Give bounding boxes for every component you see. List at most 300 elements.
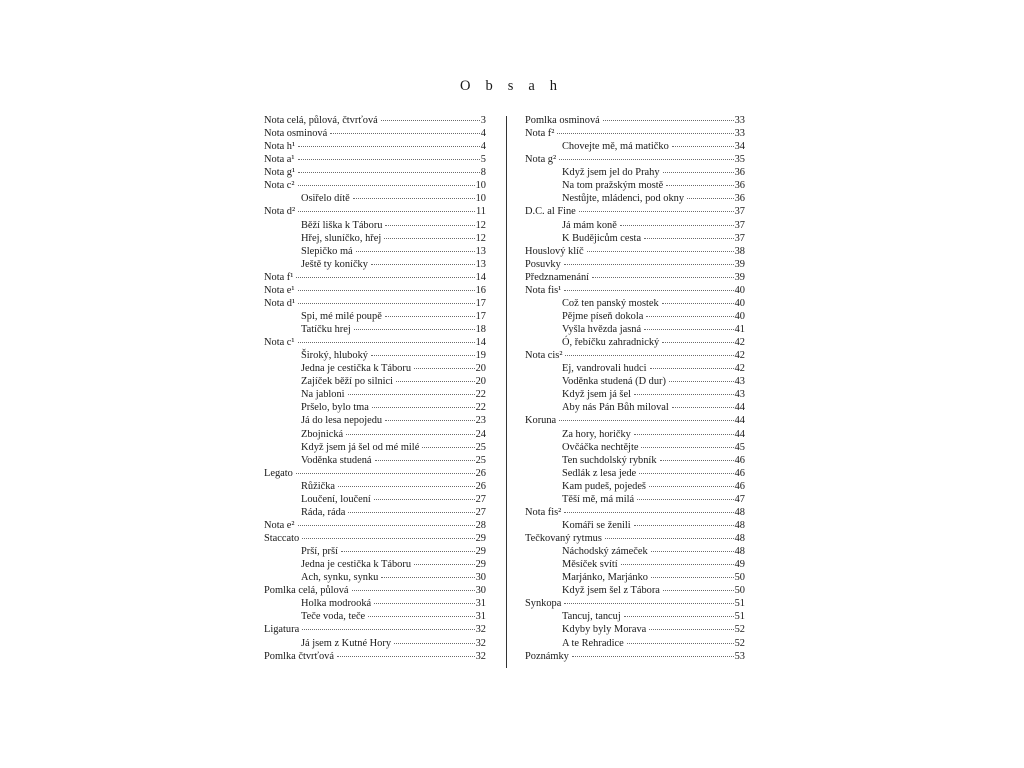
toc-entry xyxy=(525,532,745,545)
dot-leader xyxy=(356,251,475,252)
toc-page-number: 19 xyxy=(475,350,486,362)
toc-entry xyxy=(264,297,486,310)
dot-leader xyxy=(649,486,734,487)
toc-page-number: 44 xyxy=(734,415,745,427)
toc-entry xyxy=(264,114,486,127)
dot-leader xyxy=(669,381,734,382)
toc-subentry xyxy=(525,297,745,310)
dot-leader xyxy=(348,394,475,395)
dot-leader xyxy=(298,290,475,291)
dot-leader xyxy=(587,251,734,252)
dot-leader xyxy=(337,656,475,657)
toc-page-number: 4 xyxy=(480,141,486,153)
page-title: Obsah xyxy=(459,78,573,94)
toc-entry-label: Posuvky xyxy=(525,258,561,270)
toc-page-number: 13 xyxy=(475,258,486,270)
dot-leader xyxy=(646,316,733,317)
toc-entry xyxy=(264,140,486,153)
toc-page-number: 27 xyxy=(475,493,486,505)
toc-page-number: 10 xyxy=(475,193,486,205)
dot-leader xyxy=(592,277,734,278)
toc-entry-label: Nota osminová xyxy=(264,128,328,140)
toc-subentry xyxy=(525,362,745,375)
toc-page-number: 34 xyxy=(734,141,745,153)
toc-entry-label: Holka modrooká xyxy=(301,598,372,610)
toc-page-number: 30 xyxy=(475,585,486,597)
toc-page-number: 37 xyxy=(734,232,745,244)
toc-page-number: 52 xyxy=(734,637,745,649)
toc-subentry xyxy=(264,610,486,623)
toc-entry-label: Nota cis² xyxy=(525,350,563,362)
toc-entry xyxy=(525,506,745,519)
toc-entry-label: Zbojnická xyxy=(301,428,344,440)
toc-page-number: 33 xyxy=(734,115,745,126)
toc-page-number: 30 xyxy=(475,572,486,584)
toc-page-number: 20 xyxy=(475,376,486,388)
dot-leader xyxy=(672,407,734,408)
dot-leader xyxy=(414,368,475,369)
dot-leader xyxy=(414,564,475,565)
toc-page-number: 48 xyxy=(734,519,745,531)
toc-page-number: 36 xyxy=(734,180,745,192)
toc-page-number: 8 xyxy=(480,167,486,179)
dot-leader xyxy=(353,198,475,199)
dot-leader xyxy=(627,643,734,644)
dot-leader xyxy=(381,577,474,578)
toc-page-number: 36 xyxy=(734,193,745,205)
dot-leader xyxy=(579,211,734,212)
toc-subentry xyxy=(264,245,486,258)
toc-entry xyxy=(525,258,745,271)
dot-leader xyxy=(296,473,475,474)
toc-subentry xyxy=(264,323,486,336)
toc-subentry xyxy=(525,480,745,493)
dot-leader xyxy=(298,159,480,160)
toc-page-number: 48 xyxy=(734,506,745,518)
toc-subentry xyxy=(525,493,745,506)
toc-page-number: 45 xyxy=(734,441,745,453)
dot-leader xyxy=(372,407,475,408)
toc-entry-label: Náchodský zámeček xyxy=(562,546,648,558)
toc-entry-label: Voděnka studená (D dur) xyxy=(562,376,666,388)
toc-subentry xyxy=(525,192,745,205)
toc-entry xyxy=(525,271,745,284)
toc-entry-label: Nota c² xyxy=(264,180,295,192)
toc-page-number: 50 xyxy=(734,572,745,584)
dot-leader xyxy=(565,355,733,356)
toc-entry-label: Ten suchdolský rybník xyxy=(562,454,657,466)
toc-entry-label: Sedlák z lesa jede xyxy=(562,467,637,479)
toc-entry-label: Ligatura xyxy=(264,624,300,636)
toc-page-number: 42 xyxy=(734,350,745,362)
toc-entry-label: Tečkovaný rytmus xyxy=(525,533,602,544)
toc-page-number: 31 xyxy=(475,598,486,610)
toc-subentry xyxy=(525,219,745,232)
toc-subentry xyxy=(264,506,486,519)
toc-entry-label: Ještě ty koníčky xyxy=(301,258,368,270)
dot-leader xyxy=(422,447,474,448)
toc-entry-label: Houslový klíč xyxy=(525,245,584,257)
toc-subentry xyxy=(264,597,486,610)
dot-leader xyxy=(650,368,734,369)
dot-leader xyxy=(298,525,475,526)
toc-entry-label: Já jsem z Kutné Hory xyxy=(301,637,392,649)
toc-entry xyxy=(264,205,486,218)
toc-page-number: 50 xyxy=(734,585,745,597)
toc-subentry xyxy=(525,584,745,597)
toc-page-number: 35 xyxy=(734,154,745,166)
toc-page-number: 11 xyxy=(475,206,486,218)
toc-entry-label: Komáři se ženili xyxy=(562,519,631,531)
dot-leader xyxy=(651,551,734,552)
toc-entry-label: Tancuj, tancuj xyxy=(562,611,621,623)
toc-page-number: 23 xyxy=(475,415,486,427)
toc-page-number: 40 xyxy=(734,284,745,296)
toc-subentry xyxy=(264,637,486,650)
toc-subentry xyxy=(264,388,486,401)
toc-entry-label: Marjánko, Marjánko xyxy=(562,572,648,584)
dot-leader xyxy=(348,512,474,513)
toc-entry-label: Loučení, loučení xyxy=(301,493,371,505)
dot-leader xyxy=(384,238,474,239)
toc-entry xyxy=(264,284,486,297)
toc-entry-label: Ráda, ráda xyxy=(301,506,346,518)
dot-leader xyxy=(338,486,475,487)
toc-entry-label: Hřej, sluníčko, hřej xyxy=(301,232,382,244)
toc-subentry xyxy=(525,388,745,401)
toc-entry xyxy=(525,414,745,427)
toc-entry xyxy=(264,179,486,192)
dot-leader xyxy=(639,473,733,474)
toc-page-number: 12 xyxy=(475,232,486,244)
dot-leader xyxy=(298,146,480,147)
toc-page-number: 27 xyxy=(475,506,486,518)
toc-page-number: 26 xyxy=(475,480,486,492)
dot-leader xyxy=(346,434,474,435)
toc-entry-label: Měsíček svítí xyxy=(562,559,618,571)
column-divider xyxy=(506,116,507,668)
toc-page-number: 41 xyxy=(734,324,745,335)
toc-entry-label: Tatíčku hrej xyxy=(301,324,351,335)
toc-entry-label: Těší mě, má milá xyxy=(562,493,635,505)
toc-entry xyxy=(525,650,745,663)
toc-entry xyxy=(525,114,745,127)
dot-leader xyxy=(385,225,474,226)
toc-entry-label: Pomlka celá, půlová xyxy=(264,585,349,597)
toc-subentry xyxy=(525,232,745,245)
toc-entry-label: Když jsem jel do Prahy xyxy=(562,167,660,179)
dot-leader xyxy=(381,120,480,121)
dot-leader xyxy=(564,603,733,604)
dot-leader xyxy=(564,290,733,291)
toc-page-number: 25 xyxy=(475,441,486,453)
toc-entry-label: Růžička xyxy=(301,480,336,492)
dot-leader xyxy=(354,329,475,330)
toc-page-number: 17 xyxy=(475,310,486,322)
toc-entry xyxy=(264,650,486,663)
toc-entry-label: Nota e¹ xyxy=(264,284,295,296)
toc-subentry xyxy=(264,480,486,493)
dot-leader xyxy=(651,577,734,578)
toc-subentry xyxy=(264,258,486,271)
toc-subentry xyxy=(525,454,745,467)
toc-entry-label: Staccato xyxy=(264,533,300,544)
toc-page-number: 29 xyxy=(475,533,486,544)
toc-entry-label: Pějme píseň dokola xyxy=(562,310,644,322)
dot-leader xyxy=(394,643,475,644)
toc-subentry xyxy=(525,140,745,153)
toc-entry xyxy=(264,519,486,532)
toc-entry-label: Jedna je cestička k Táboru xyxy=(301,363,412,375)
toc-subentry xyxy=(525,179,745,192)
toc-subentry xyxy=(525,166,745,179)
toc-entry xyxy=(525,349,745,362)
dot-leader xyxy=(385,316,475,317)
toc-subentry xyxy=(264,219,486,232)
dot-leader xyxy=(298,303,475,304)
toc-subentry xyxy=(264,375,486,388)
toc-subentry xyxy=(264,349,486,362)
toc-page-number: 38 xyxy=(734,245,745,257)
toc-entry-label: Synkopa xyxy=(525,598,562,610)
toc-subentry xyxy=(264,414,486,427)
toc-page-number: 44 xyxy=(734,402,745,414)
toc-page-number: 22 xyxy=(475,389,486,401)
toc-entry-label: K Budějicům cesta xyxy=(562,232,642,244)
toc-entry-label: Koruna xyxy=(525,415,557,427)
toc-page-number: 32 xyxy=(475,650,486,662)
toc-page-number: 43 xyxy=(734,376,745,388)
toc-page-number: 37 xyxy=(734,219,745,231)
toc-page-number: 36 xyxy=(734,167,745,179)
toc-subentry xyxy=(525,623,745,636)
dot-leader xyxy=(637,499,733,500)
dot-leader xyxy=(341,551,475,552)
toc-entry-label: Když jsem já šel xyxy=(562,389,631,401)
dot-leader xyxy=(371,355,475,356)
dot-leader xyxy=(559,159,734,160)
dot-leader xyxy=(663,590,734,591)
dot-leader xyxy=(687,198,734,199)
toc-page-number: 26 xyxy=(475,467,486,479)
dot-leader xyxy=(644,238,734,239)
toc-page-number: 47 xyxy=(734,493,745,505)
dot-leader xyxy=(663,172,734,173)
toc-left-column xyxy=(264,114,486,663)
toc-subentry xyxy=(525,571,745,584)
toc-page-number: 46 xyxy=(734,467,745,479)
toc-subentry xyxy=(264,192,486,205)
toc-entry-label: Nota fis¹ xyxy=(525,284,562,296)
dot-leader xyxy=(621,564,734,565)
toc-entry-label: Nota a¹ xyxy=(264,154,295,166)
toc-entry-label: Na tom pražským mostě xyxy=(562,180,664,192)
toc-subentry xyxy=(525,610,745,623)
toc-page-number: 51 xyxy=(734,611,745,623)
toc-subentry xyxy=(264,545,486,558)
toc-page-number: 14 xyxy=(475,337,486,349)
dot-leader xyxy=(662,303,734,304)
toc-subentry xyxy=(525,545,745,558)
toc-entry-label: Slepičko má xyxy=(301,245,353,257)
dot-leader xyxy=(634,525,734,526)
toc-page-number: 20 xyxy=(475,363,486,375)
toc-entry-label: Nota f¹ xyxy=(264,271,294,283)
toc-page-number: 18 xyxy=(475,324,486,335)
toc-entry-label: Legato xyxy=(264,467,293,479)
toc-entry-label: Nota fis² xyxy=(525,506,562,518)
toc-entry xyxy=(525,127,745,140)
toc-entry-label: Ovčáčka nechtějte xyxy=(562,441,639,453)
dot-leader xyxy=(368,616,474,617)
toc-entry xyxy=(264,467,486,480)
toc-entry xyxy=(525,284,745,297)
dot-leader xyxy=(375,460,475,461)
toc-page-number: 42 xyxy=(734,337,745,349)
dot-leader xyxy=(302,629,474,630)
toc-page-number: 39 xyxy=(734,271,745,283)
dot-leader xyxy=(620,225,734,226)
toc-entry-label: Prší, prší xyxy=(301,546,338,558)
dot-leader xyxy=(298,211,475,212)
toc-entry-label: Nota f² xyxy=(525,128,555,140)
dot-leader xyxy=(385,420,475,421)
toc-subentry xyxy=(525,428,745,441)
dot-leader xyxy=(660,460,734,461)
toc-page-number: 29 xyxy=(475,559,486,571)
dot-leader xyxy=(564,264,734,265)
toc-page-number: 46 xyxy=(734,454,745,466)
toc-entry xyxy=(525,245,745,258)
dot-leader xyxy=(666,185,733,186)
toc-page-number: 49 xyxy=(734,559,745,571)
toc-right-column xyxy=(525,114,745,663)
toc-subentry xyxy=(525,467,745,480)
dot-leader xyxy=(298,172,480,173)
dot-leader xyxy=(634,434,734,435)
toc-page-number: 33 xyxy=(734,128,745,140)
dot-leader xyxy=(330,133,480,134)
toc-page-number: 25 xyxy=(475,454,486,466)
dot-leader xyxy=(371,264,475,265)
toc-page-number: 29 xyxy=(475,546,486,558)
toc-entry-label: Vyšla hvězda jasná xyxy=(562,324,642,335)
toc-entry-label: Osiřelo dítě xyxy=(301,193,350,205)
toc-entry-label: Nota c¹ xyxy=(264,337,295,349)
toc-page-number: 14 xyxy=(475,271,486,283)
toc-entry-label: Nota e² xyxy=(264,519,295,531)
toc-subentry xyxy=(264,362,486,375)
toc-entry-label: Pomlka osminová xyxy=(525,115,600,126)
toc-subentry xyxy=(525,519,745,532)
toc-entry-label: Předznamenání xyxy=(525,271,590,283)
toc-page-number: 10 xyxy=(475,180,486,192)
dot-leader xyxy=(672,146,734,147)
toc-page-number: 4 xyxy=(480,128,486,140)
toc-subentry xyxy=(264,558,486,571)
toc-page-number: 48 xyxy=(734,546,745,558)
toc-subentry xyxy=(264,232,486,245)
dot-leader xyxy=(559,420,733,421)
toc-entry-label: Nota d² xyxy=(264,206,296,218)
toc-page-number: 53 xyxy=(734,650,745,662)
toc-page-number: 28 xyxy=(475,519,486,531)
toc-subentry xyxy=(264,454,486,467)
toc-entry-label: Ach, synku, synku xyxy=(301,572,379,584)
dot-leader xyxy=(572,656,734,657)
toc-page-number: 42 xyxy=(734,363,745,375)
toc-subentry xyxy=(525,336,745,349)
dot-leader xyxy=(634,394,734,395)
toc-entry-label: Nota d¹ xyxy=(264,297,296,309)
toc-entry-label: Když jsem šel z Tábora xyxy=(562,585,660,597)
dot-leader xyxy=(605,538,734,539)
toc-subentry xyxy=(264,401,486,414)
toc-entry-label: Kdyby byly Morava xyxy=(562,624,647,636)
toc-page-number: 39 xyxy=(734,258,745,270)
toc-page-number: 5 xyxy=(480,154,486,166)
toc-entry xyxy=(525,597,745,610)
toc-entry-label: Spi, mé milé poupě xyxy=(301,310,382,322)
toc-page-number: 37 xyxy=(734,206,745,218)
toc-entry xyxy=(264,532,486,545)
dot-leader xyxy=(396,381,475,382)
dot-leader xyxy=(603,120,734,121)
dot-leader xyxy=(298,185,475,186)
toc-page-number: 51 xyxy=(734,598,745,610)
dot-leader xyxy=(374,499,475,500)
toc-subentry xyxy=(525,441,745,454)
dot-leader xyxy=(564,512,733,513)
toc-entry xyxy=(264,584,486,597)
dot-leader xyxy=(649,629,733,630)
toc-entry xyxy=(525,153,745,166)
toc-page-number: 48 xyxy=(734,533,745,544)
toc-subentry xyxy=(525,310,745,323)
toc-entry-label: Aby nás Pán Bůh miloval xyxy=(562,402,669,414)
toc-entry-label: Poznámky xyxy=(525,650,569,662)
toc-entry-label: Za hory, horičky xyxy=(562,428,631,440)
dot-leader xyxy=(624,616,734,617)
toc-entry xyxy=(264,166,486,179)
toc-page-number: 44 xyxy=(734,428,745,440)
dot-leader xyxy=(352,590,475,591)
dot-leader xyxy=(641,447,733,448)
toc-entry xyxy=(264,336,486,349)
toc-entry-label: Což ten panský mostek xyxy=(562,297,659,309)
toc-entry-label: Nota h¹ xyxy=(264,141,296,153)
toc-entry-label: Na jabloni xyxy=(301,389,345,401)
toc-subentry xyxy=(264,310,486,323)
toc-subentry xyxy=(525,558,745,571)
toc-page-number: 32 xyxy=(475,637,486,649)
toc-subentry xyxy=(525,375,745,388)
toc-page-number: 32 xyxy=(475,624,486,636)
toc-page-number: 31 xyxy=(475,611,486,623)
toc-subentry xyxy=(525,637,745,650)
toc-page-number: 17 xyxy=(475,297,486,309)
toc-entry-label: Kam pudeš, pojedeš xyxy=(562,480,646,492)
toc-subentry xyxy=(264,571,486,584)
toc-entry-label: Chovejte mě, má matičko xyxy=(562,141,669,153)
dot-leader xyxy=(644,329,734,330)
toc-entry xyxy=(264,153,486,166)
toc-entry-label: Ej, vandrovali hudci xyxy=(562,363,647,375)
toc-entry-label: Nestůjte, mládenci, pod okny xyxy=(562,193,685,205)
dot-leader xyxy=(662,342,733,343)
toc-subentry xyxy=(264,428,486,441)
dot-leader xyxy=(298,342,475,343)
